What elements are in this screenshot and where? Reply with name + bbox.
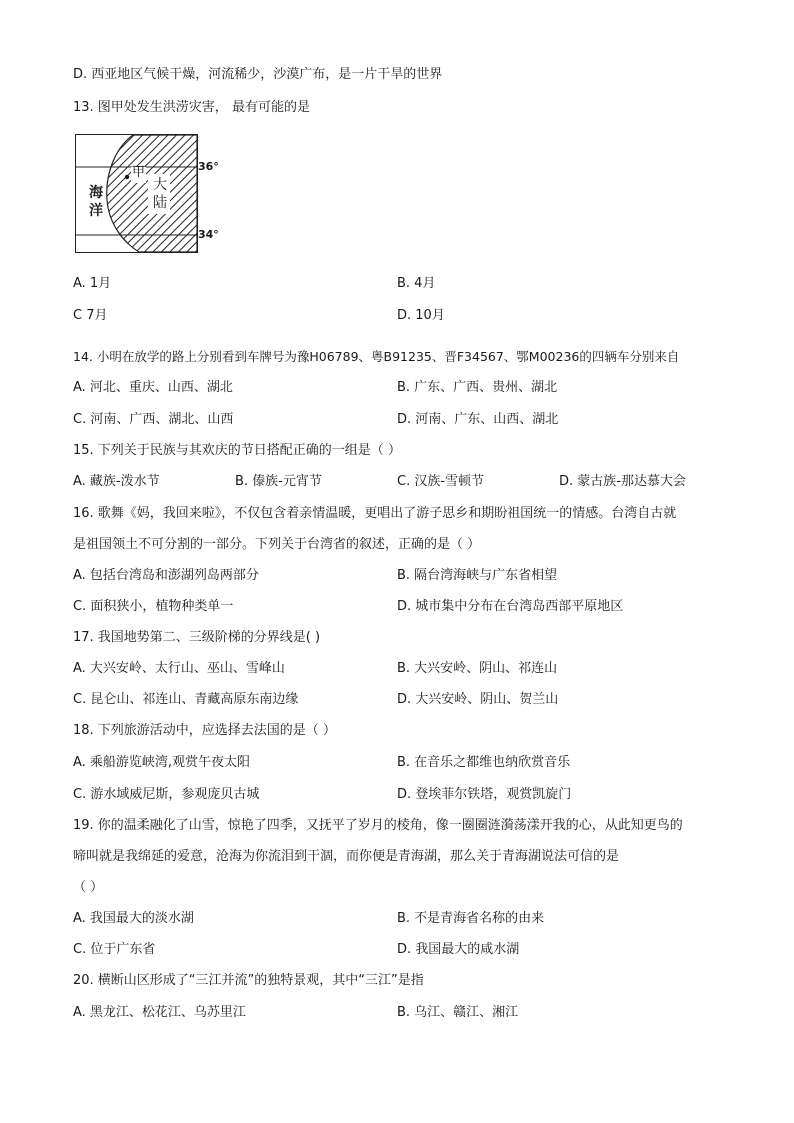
question-14: 14. 小明在放学的路上分别看到车牌号为豫H06789、粤B91235、晋F34567、鄂M00236的四辆车分别来自 <box>73 349 680 364</box>
question-13: 13. 图甲处发生洪涝灾害， 最有可能的是 <box>73 100 310 115</box>
q16-option-b[interactable]: B. 隔台湾海峡与广东省相望 <box>397 568 558 583</box>
point-jia-marker <box>125 175 129 179</box>
q16-option-a[interactable]: A. 包括台湾岛和澎湖列岛两部分 <box>73 568 259 583</box>
question-18: 18. 下列旅游活动中，应选择去法国的是（ ） <box>73 723 336 738</box>
question-16-line-1: 16. 歌舞《妈，我回来啦》，不仅包含着亲情温暖，更唱出了游子思乡和期盼祖国统一的情感。台湾自古就 <box>73 506 677 521</box>
q13-option-d[interactable]: D. 10月 <box>397 308 445 323</box>
q18-option-a[interactable]: A. 乘船游览峡湾,观赏午夜太阳 <box>73 755 251 770</box>
question-19-line-3: （ ） <box>73 880 104 895</box>
latitude-36-label: 36° <box>198 160 219 173</box>
option-d-previous: D. 西亚地区气候干燥，河流稀少，沙漠广布，是一片干旱的世界 <box>73 67 443 82</box>
q19-option-d[interactable]: D. 我国最大的咸水湖 <box>397 942 520 957</box>
question-16-line-2: 是祖国领土不可分割的一部分。下列关于台湾省的叙述，正确的是（ ） <box>73 537 481 552</box>
ocean-label-2: 洋 <box>89 203 103 219</box>
q20-option-b[interactable]: B. 乌江、赣江、湘江 <box>397 1005 519 1020</box>
question-19-line-2: 啼叫就是我绵延的爱意，沧海为你流泪到干涸，而你便是青海湖，那么关于青海湖说法可信的是 <box>73 849 620 864</box>
latitude-34-label: 34° <box>198 228 219 241</box>
q13-option-a[interactable]: A. 1月 <box>73 276 112 291</box>
q13-option-b[interactable]: B. 4月 <box>397 276 436 291</box>
q17-option-a[interactable]: A. 大兴安岭、太行山、巫山、雪峰山 <box>73 661 285 676</box>
q14-option-d[interactable]: D. 河南、广东、山西、湖北 <box>397 412 559 427</box>
q17-option-d[interactable]: D. 大兴安岭、阴山、贺兰山 <box>397 692 559 707</box>
land-label-2: 陆 <box>153 195 167 211</box>
q16-option-d[interactable]: D. 城市集中分布在台湾岛西部平原地区 <box>397 599 624 614</box>
q19-option-a[interactable]: A. 我国最大的淡水湖 <box>73 911 194 926</box>
point-jia-label: 甲 <box>132 165 146 180</box>
q18-option-b[interactable]: B. 在音乐之都维也纳欣赏音乐 <box>397 755 571 770</box>
q19-option-c[interactable]: C. 位于广东省 <box>73 942 156 957</box>
question-20: 20. 横断山区形成了“三江并流”的独特景观，其中“三江”是指 <box>73 973 424 988</box>
question-19-line-1: 19. 你的温柔融化了山雪，惊艳了四季，又抚平了岁月的棱角，像一圈圈涟漪荡漾开我的心，从此知更鸟的 <box>73 818 683 833</box>
q14-option-c[interactable]: C. 河南、广西、湖北、山西 <box>73 412 234 427</box>
q15-option-d[interactable]: D. 蒙古族-那达慕大会 <box>559 474 686 489</box>
question-15: 15. 下列关于民族与其欢庆的节日搭配正确的一组是（ ） <box>73 443 401 458</box>
q14-option-a[interactable]: A. 河北、重庆、山西、湖北 <box>73 380 233 395</box>
q19-option-b[interactable]: B. 不是青海省名称的由来 <box>397 911 545 926</box>
ocean-label-1: 海 <box>89 185 103 201</box>
question-17: 17. 我国地势第二、三级阶梯的分界线是( ) <box>73 630 321 645</box>
q17-option-c[interactable]: C. 昆仑山、祁连山、青藏高原东南边缘 <box>73 692 299 707</box>
q15-option-c[interactable]: C. 汉族-雪顿节 <box>397 474 485 489</box>
q14-option-b[interactable]: B. 广东、广西、贵州、湖北 <box>397 380 558 395</box>
q17-option-b[interactable]: B. 大兴安岭、阴山、祁连山 <box>397 661 558 676</box>
q18-option-c[interactable]: C. 游水域威尼斯，参观庞贝古城 <box>73 787 260 802</box>
q16-option-c[interactable]: C. 面积狭小，植物种类单一 <box>73 599 234 614</box>
q15-option-b[interactable]: B. 傣族-元宵节 <box>235 474 322 489</box>
q13-option-c[interactable]: C 7月 <box>73 308 108 323</box>
q15-option-a[interactable]: A. 藏族-泼水节 <box>73 474 160 489</box>
land-label-1: 大 <box>153 177 167 193</box>
q18-option-d[interactable]: D. 登埃菲尔铁塔，观赏凯旋门 <box>397 787 572 802</box>
question-13-figure <box>75 134 219 254</box>
q20-option-a[interactable]: A. 黑龙江、松花江、乌苏里江 <box>73 1005 246 1020</box>
